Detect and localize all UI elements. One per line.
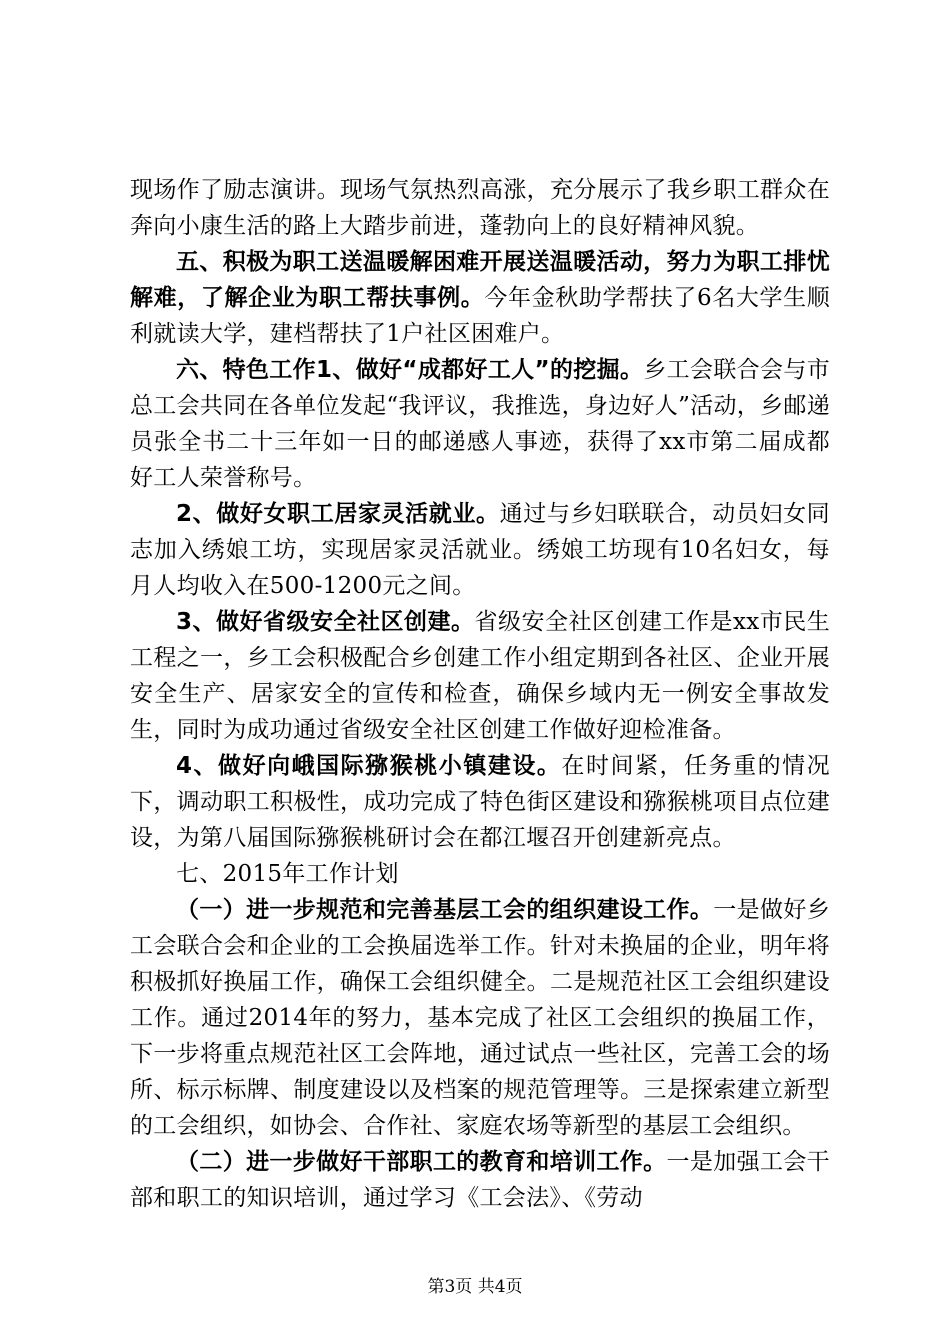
paragraph-text: 省级安全社区创建工作是xx市民生工程之一，乡工会积极配合乡创建工作小组定期到各社区、企业开展安全生产、居家安全的宣传和检查，确保乡域内无一例安全事故发生，同时为成功通过省级安全社区创建工作做好迎检准备。 xyxy=(130,609,830,743)
paragraph-9 xyxy=(130,1144,830,1216)
paragraph-1 xyxy=(130,172,830,244)
paragraph-heading: （二）进一步做好干部职工的教育和培训工作。 xyxy=(176,1149,667,1175)
paragraph-heading: 2、做好女职工居家灵活就业。 xyxy=(176,501,500,527)
paragraph-text: 今年金秋助学帮扶了6名大学生顺利就读大学，建档帮扶了1户社区困难户。 xyxy=(130,285,830,347)
paragraph-text: 一是做好乡工会联合会和企业的工会换届选举工作。针对未换届的企业，明年将积极抓好换届工作，确保工会组织健全。二是规范社区工会组织建设工作。通过2014年的努力，基本完成了社区工会组织的换届工作，下一步将重点规范社区工会阵地，通过试点一些社区，完善工会的场所、标示标牌、制度建设以及档案的规范管理等。三是探索建立新型的工会组织，如协会、合作社、家庭农场等新型的基层工会组织。 xyxy=(130,897,831,1139)
paragraph-8 xyxy=(130,892,830,1144)
paragraph-heading: 六、特色工作1、做好“成都好工人”的挖掘。 xyxy=(176,357,644,383)
paragraph-text: 在时间紧，任务重的情况下，调动职工积极性，成功完成了特色街区建设和猕猴桃项目点位建设，为第八届国际猕猴桃研讨会在都江堰召开创建新亮点。 xyxy=(130,753,830,851)
section-heading-plan xyxy=(130,856,830,892)
paragraph-text: 七、2015年工作计划 xyxy=(176,861,399,887)
paragraph-heading: （一）进一步规范和完善基层工会的组织建设工作。 xyxy=(176,897,714,923)
paragraph-text: 现场作了励志演讲。现场气氛热烈高涨，充分展示了我乡职工群众在奔向小康生活的路上大踏步前进，蓬勃向上的良好精神风貌。 xyxy=(130,177,830,239)
document-body xyxy=(130,172,830,1216)
paragraph-2 xyxy=(130,244,830,352)
paragraph-3 xyxy=(130,352,830,496)
paragraph-text: 乡工会联合会与市总工会共同在各单位发起“我评议，我推选，身边好人”活动，乡邮递员张全书二十三年如一日的邮递感人事迹，获得了xx市第二届成都好工人荣誉称号。 xyxy=(130,357,830,491)
paragraph-text: 通过与乡妇联联合，动员妇女同志加入绣娘工坊，实现居家灵活就业。绣娘工坊现有10名妇女，每月人均收入在500-1200元之间。 xyxy=(130,501,830,599)
paragraph-heading: 4、做好向峨国际猕猴桃小镇建设。 xyxy=(176,753,562,779)
paragraph-heading: 3、做好省级安全社区创建。 xyxy=(176,609,475,635)
page-footer: 第3页 共4页 xyxy=(427,1277,523,1297)
paragraph-5 xyxy=(130,604,830,748)
paragraph-4 xyxy=(130,496,830,604)
paragraph-heading: 五、积极为职工送温暖解困难开展送温暖活动，努力为职工排忧解难，了解企业为职工帮扶事例。 xyxy=(130,249,830,311)
paragraph-6 xyxy=(130,748,830,856)
paragraph-text: 一是加强工会干部和职工的知识培训，通过学习《工会法》、《劳动 xyxy=(130,1149,830,1211)
